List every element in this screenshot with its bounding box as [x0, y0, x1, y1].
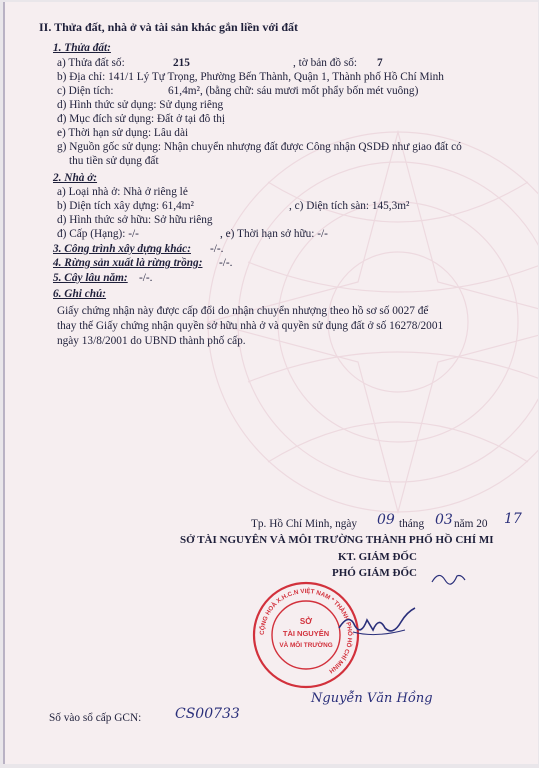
forest-value: -/-. — [219, 257, 233, 269]
notes-line-2: thay thế Giấy chứng nhận quyền sở hữu nhà ở và quyền sử dụng đất ở số 16278/2001 — [57, 320, 444, 332]
signing-month-label: tháng — [399, 518, 425, 530]
signing-year-prefix: năm 20 — [454, 518, 488, 530]
signing-month: 03 — [435, 512, 453, 528]
usage-origin-line-1: g) Nguồn gốc sử dụng: Nhận chuyển nhượng đất được Công nhận QSDĐ như giao đất có — [57, 141, 462, 153]
notes-heading: 6. Ghi chú: — [53, 288, 107, 300]
deputy-director: PHÓ GIÁM ĐỐC — [332, 567, 417, 579]
signing-day: 09 — [377, 512, 395, 528]
area-label: c) Diện tích: — [57, 85, 114, 97]
parcel-number-value: 215 — [173, 57, 190, 69]
construction-value: -/-. — [210, 243, 224, 255]
parcel-number-label: a) Thửa đất số: — [57, 57, 125, 69]
house-heading: 2. Nhà ở: — [53, 172, 98, 184]
agency-name: SỞ TÀI NGUYÊN VÀ MÔI TRƯỜNG THÀNH PHỐ HỒ CHÍ MI — [180, 534, 494, 546]
seal-line-1: SỞ — [299, 617, 313, 626]
section-title: II. Thửa đất, nhà ở và tài sản khác gắn liền với đất — [39, 20, 299, 34]
house-grade-line: đ) Cấp (Hạng): -/- — [57, 228, 139, 240]
building-area-line: b) Diện tích xây dựng: 61,4m² — [57, 200, 194, 212]
signature-icon — [335, 602, 425, 642]
notes-line-1: Giấy chứng nhận này được cấp đổi do nhận chuyển nhượng theo hồ sơ số 0027 để — [57, 305, 429, 317]
signer-name: Nguyễn Văn Hồng — [311, 691, 433, 706]
map-sheet-label: , tờ bản đồ số: — [293, 57, 358, 69]
map-sheet-value: 7 — [377, 57, 383, 69]
gcn-number-label: Số vào sổ cấp GCN: — [49, 712, 142, 724]
area-value: 61,4m², (bằng chữ: sáu mươi mốt phẩy bốn mét vuông) — [168, 85, 419, 97]
signing-year-suffix: 17 — [504, 511, 522, 527]
address-line: b) Địa chỉ: 141/1 Lý Tự Trọng, Phường Bến Thành, Quận 1, Thành phố Hồ Chí Minh — [57, 71, 444, 83]
land-heading: 1. Thửa đất: — [53, 42, 111, 54]
ownership-form-line: d) Hình thức sở hữu: Sở hữu riêng — [57, 214, 213, 226]
initial-mark-icon — [429, 568, 469, 590]
gcn-number-value: CS00733 — [175, 706, 240, 722]
forest-heading: 4. Rừng sản xuất là rừng trồng: — [53, 257, 203, 269]
construction-heading: 3. Công trình xây dựng khác: — [53, 243, 191, 255]
notes-line-3: ngày 13/8/2001 do UBND thành phố cấp. — [57, 335, 246, 347]
perennial-heading: 5. Cây lâu năm: — [53, 272, 128, 284]
usage-term-line: e) Thời hạn sử dụng: Lâu dài — [57, 127, 189, 139]
certificate-page — [3, 2, 538, 764]
kt-director: KT. GIÁM ĐỐC — [338, 551, 417, 563]
perennial-value: -/-. — [139, 272, 153, 284]
usage-form-line: d) Hình thức sử dụng: Sử dụng riêng — [57, 99, 224, 111]
seal-line-3: VÀ MÔI TRƯỜNG — [279, 642, 333, 649]
usage-origin-line-2: thu tiền sử dụng đất — [69, 155, 159, 167]
floor-area-line: , c) Diện tích sàn: 145,3m² — [289, 200, 410, 212]
usage-purpose-line: đ) Mục đích sử dụng: Đất ở tại đô thị — [57, 113, 226, 125]
house-type-line: a) Loại nhà ở: Nhà ở riêng lẻ — [57, 186, 188, 198]
seal-line-2: TÀI NGUYÊN — [282, 629, 330, 638]
signing-place: Tp. Hồ Chí Minh, ngày — [251, 518, 358, 530]
seal-ring-text: CỘNG HOÀ X.H.C.N VIỆT NAM * THÀNH PHỐ HỒ CHÍ MINH — [258, 587, 354, 675]
ownership-term-line: , e) Thời hạn sở hữu: -/- — [220, 228, 328, 240]
